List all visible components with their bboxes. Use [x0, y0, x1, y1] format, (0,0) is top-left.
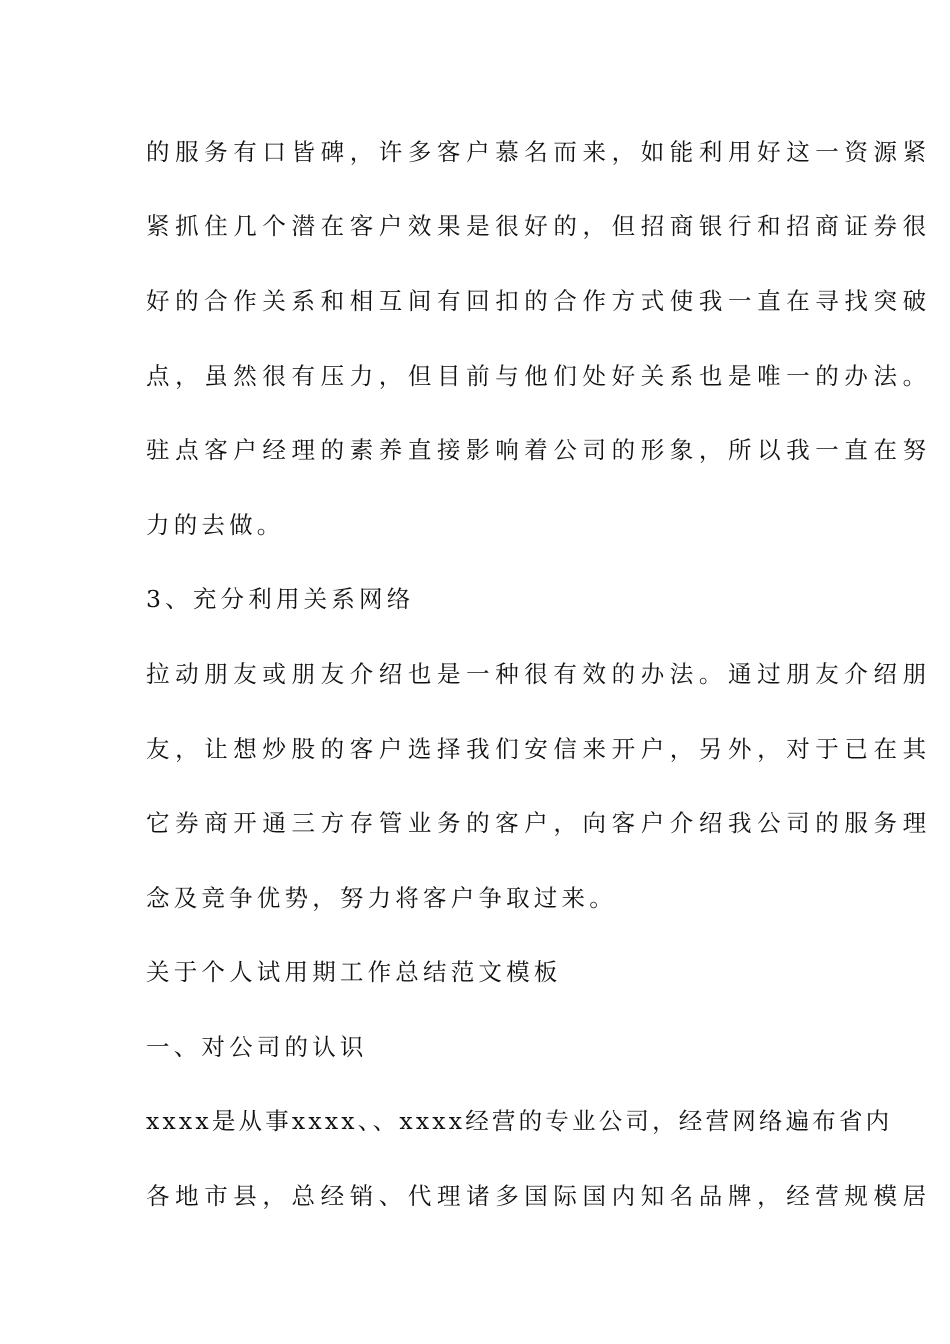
paragraph-line-9: 它券商开通三方存管业务的客户，向客户介绍我公司的服务理: [146, 809, 932, 837]
paragraph-line-12: 各地市县，总经销、代理诸多国际国内知名品牌，经营规模居: [146, 1182, 932, 1210]
paragraph-line-6: 力的去做。: [146, 511, 285, 539]
paragraph-line-8: 友，让想炒股的客户选择我们安信来开户，另外，对于已在其: [146, 735, 932, 763]
paragraph-line-5: 驻点客户经理的素养直接影响着公司的形象，所以我一直在努: [146, 436, 932, 464]
paragraph-line-1: 的服务有口皆碑，许多客户慕名而来，如能利用好这一资源紧: [146, 138, 932, 166]
paragraph-line-3: 好的合作关系和相互间有回扣的合作方式使我一直在寻找突破: [146, 287, 932, 315]
paragraph-line-4: 点，虽然很有压力，但目前与他们处好关系也是唯一的办法。: [146, 362, 932, 390]
document-title: 关于个人试用期工作总结范文模板: [146, 958, 562, 986]
paragraph-line-2: 紧抓住几个潜在客户效果是很好的，但招商银行和招商证券很: [146, 212, 932, 240]
paragraph-line-7: 拉动朋友或朋友介绍也是一种很有效的办法。通过朋友介绍朋: [146, 660, 932, 688]
paragraph-line-11: xxxx是从事xxxx、、xxxx经营的专业公司，经营网络遍布省内: [146, 1107, 893, 1135]
paragraph-line-10: 念及竞争优势，努力将客户争取过来。: [146, 884, 617, 912]
section-heading-1: 一、对公司的认识: [146, 1033, 368, 1061]
section-heading-3: 3、充分利用关系网络: [146, 585, 415, 613]
